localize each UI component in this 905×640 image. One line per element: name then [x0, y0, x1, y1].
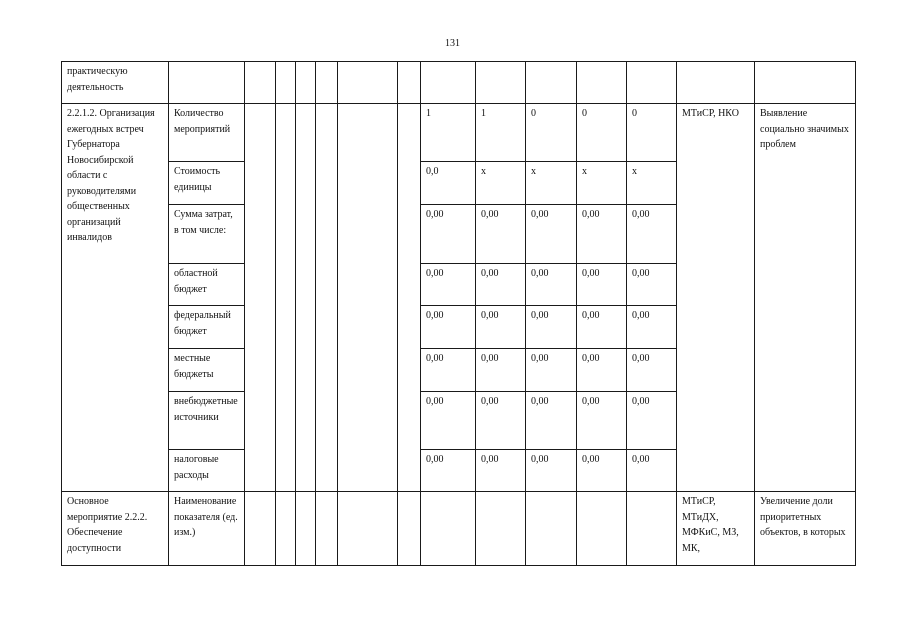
value-cell: 0: [577, 104, 627, 162]
value-cell: 0,00: [577, 392, 627, 450]
value-cell: 0,00: [627, 349, 677, 392]
value-cell: 0,00: [526, 450, 577, 492]
value-cell: 0,00: [627, 392, 677, 450]
value-cell: 0,00: [627, 306, 677, 349]
row-label: областной бюджет: [169, 264, 245, 306]
value-cell: x: [577, 162, 627, 205]
indicator-label: Наименование показателя (ед. изм.): [169, 492, 245, 566]
value-cell: 0,00: [476, 306, 526, 349]
main-event-description: Основное мероприятие 2.2.2. Обеспечение доступности: [62, 492, 169, 566]
value-cell: 0,00: [421, 349, 476, 392]
row-label: внебюджетные источники: [169, 392, 245, 450]
event-description: 2.2.1.2. Организация ежегодных встреч Губернатора Новосибирской области с руководителями общественных организаций инвалидов: [62, 104, 169, 492]
value-cell: 1: [476, 104, 526, 162]
value-cell: 0,00: [577, 306, 627, 349]
value-cell: 0,00: [577, 205, 627, 264]
value-cell: 0: [526, 104, 577, 162]
data-row: [62, 104, 856, 162]
value-cell: 0,00: [627, 450, 677, 492]
value-cell: 0,00: [526, 205, 577, 264]
value-cell: x: [476, 162, 526, 205]
executor: МТиСР, НКО: [677, 104, 755, 492]
row-label: Количество мероприятий: [169, 104, 245, 162]
expected-result: Выявление социально значимых проблем: [755, 104, 856, 492]
row-label: федеральный бюджет: [169, 306, 245, 349]
row-label: Стоимость единицы: [169, 162, 245, 205]
value-cell: 0,00: [577, 450, 627, 492]
row-label: местные бюджеты: [169, 349, 245, 392]
value-cell: 1: [421, 104, 476, 162]
value-cell: 0,00: [627, 205, 677, 264]
row-label: Сумма затрат, в том числе:: [169, 205, 245, 264]
value-cell: 0,00: [421, 264, 476, 306]
value-cell: 0: [627, 104, 677, 162]
value-cell: 0,00: [526, 264, 577, 306]
value-cell: x: [627, 162, 677, 205]
page-number: 131: [445, 38, 460, 49]
value-cell: 0,00: [526, 392, 577, 450]
value-cell: 0,00: [526, 349, 577, 392]
main-event-result: Увеличение доли приоритетных объектов, в которых: [755, 492, 856, 566]
value-cell: 0,00: [577, 349, 627, 392]
main-event-row: [62, 492, 856, 566]
value-cell: 0,00: [526, 306, 577, 349]
row-label: налоговые расходы: [169, 450, 245, 492]
value-cell: 0,00: [476, 205, 526, 264]
value-cell: 0,00: [476, 264, 526, 306]
program-table: [61, 61, 856, 566]
value-cell: 0,00: [476, 392, 526, 450]
value-cell: 0,00: [421, 205, 476, 264]
top-row-text: практическую деятельность: [62, 62, 169, 104]
top-row: [62, 62, 856, 104]
main-event-executor: МТиСР, МТиДХ, МФКиС, МЗ, МК,: [677, 492, 755, 566]
value-cell: 0,00: [421, 450, 476, 492]
value-cell: 0,00: [627, 264, 677, 306]
value-cell: 0,0: [421, 162, 476, 205]
value-cell: 0,00: [421, 392, 476, 450]
value-cell: 0,00: [577, 264, 627, 306]
value-cell: x: [526, 162, 577, 205]
value-cell: 0,00: [476, 450, 526, 492]
value-cell: 0,00: [476, 349, 526, 392]
value-cell: 0,00: [421, 306, 476, 349]
